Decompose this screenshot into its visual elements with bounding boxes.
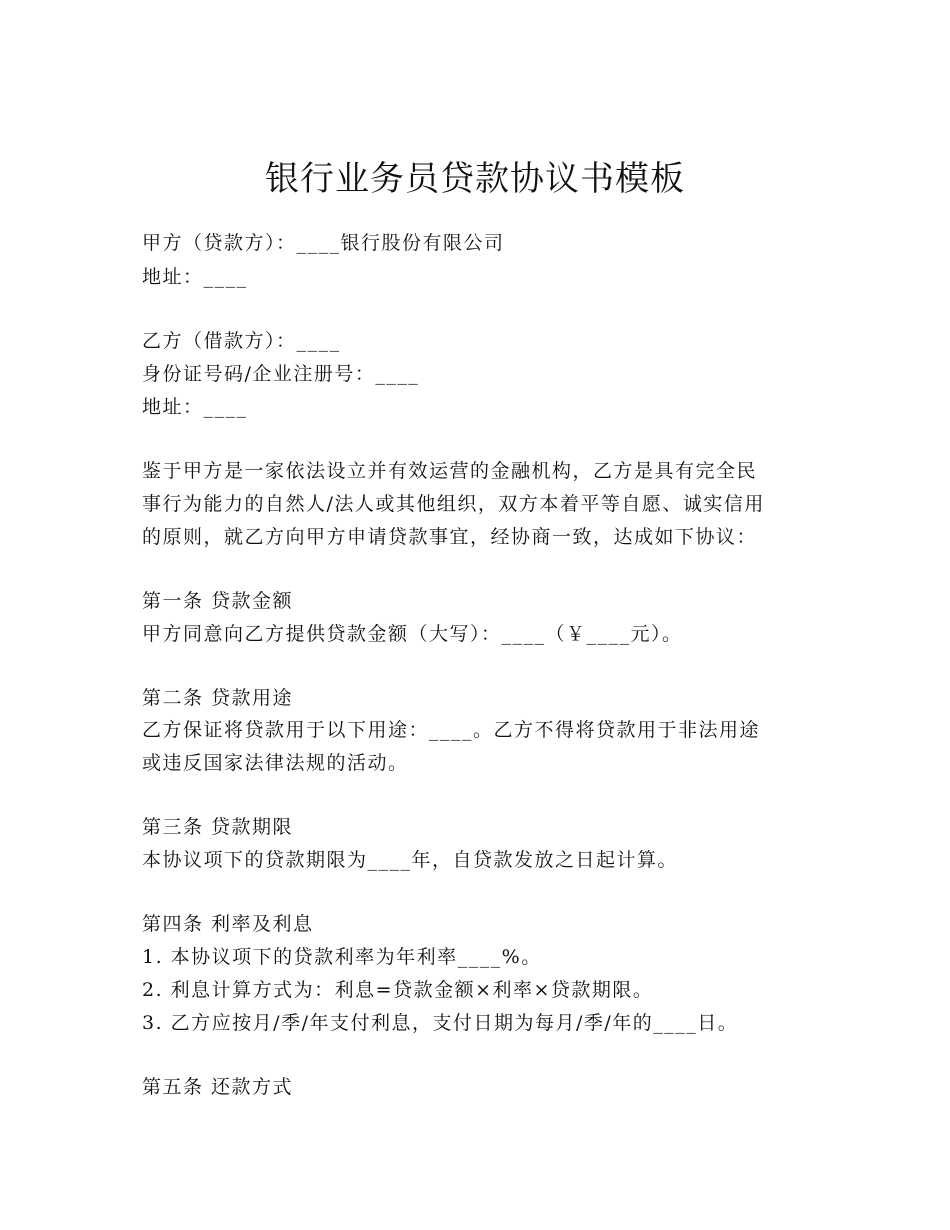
party-a-address: 地址：____ (142, 266, 248, 288)
document-title: 银行业务员贷款协议书模板 (265, 158, 685, 199)
article-heading: 第三条 贷款期限 (142, 816, 294, 838)
party-b-line: 乙方（借款方）：____ (142, 330, 341, 352)
article-text: 或违反国家法律法规的活动。 (142, 752, 409, 774)
preamble-line: 鉴于甲方是一家依法设立并有效运营的金融机构，乙方是具有完全民 (142, 460, 758, 482)
party-b-address: 地址：____ (142, 396, 248, 418)
article-heading: 第四条 利率及利息 (142, 913, 314, 935)
party-b-id-line: 身份证号码/企业注册号：____ (142, 363, 420, 385)
article-list-item: 1. 本协议项下的贷款利率为年利率____%。 (142, 946, 542, 968)
preamble-line: 的原则，就乙方向甲方申请贷款事宜，经协商一致，达成如下协议： (142, 526, 758, 548)
party-a-line: 甲方（贷款方）：____银行股份有限公司 (142, 232, 505, 254)
article-list-item: 2. 利息计算方式为：利息=贷款金额×利率×贷款期限。 (142, 979, 654, 1001)
preamble-line: 事行为能力的自然人/法人或其他组织，双方本着平等自愿、诚实信用 (142, 493, 765, 515)
article-heading: 第二条 贷款用途 (142, 687, 294, 709)
article-heading: 第五条 还款方式 (142, 1076, 294, 1098)
article-text: 本协议项下的贷款期限为____年，自贷款发放之日起计算。 (142, 849, 679, 871)
article-text: 乙方保证将贷款用于以下用途：____。乙方不得将贷款用于非法用途 (142, 719, 761, 741)
article-list-item: 3. 乙方应按月/季/年支付利息，支付日期为每月/季/年的____日。 (142, 1012, 739, 1034)
article-text: 甲方同意向乙方提供贷款金额（大写）：____（￥____元）。 (142, 623, 683, 645)
article-heading: 第一条 贷款金额 (142, 590, 294, 612)
